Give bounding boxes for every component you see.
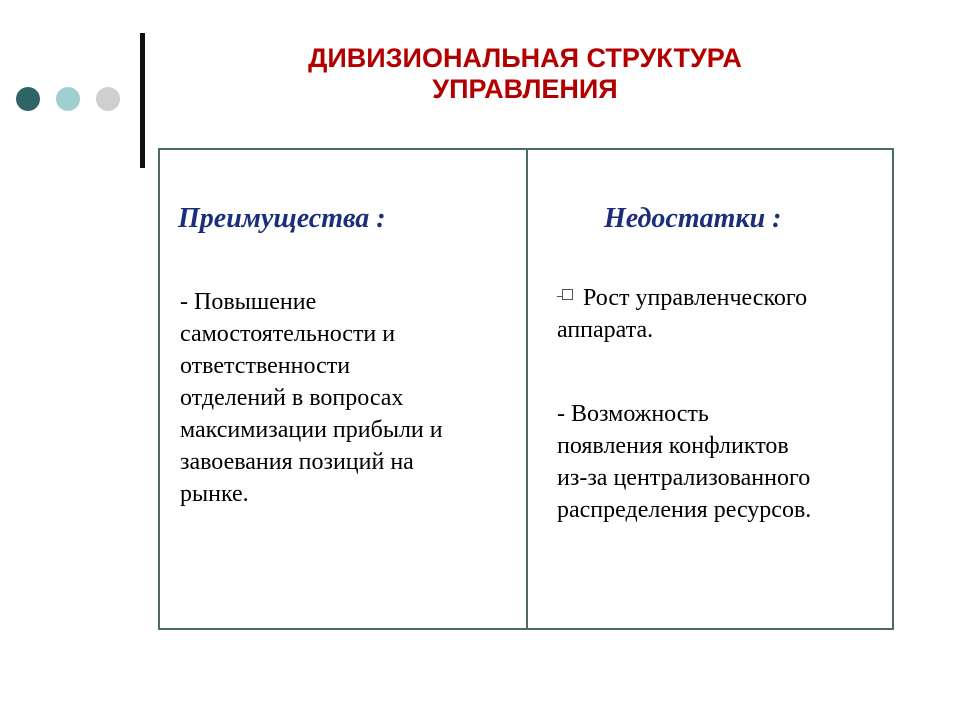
decor-dot-mid [56, 87, 80, 111]
dash-box-icon [557, 289, 573, 301]
disadvantages-heading: Недостатки : [604, 203, 782, 234]
advantages-text: - Повышение самостоятельности и ответственности отделений в вопросах максимизации прибыли и завоевания позиций на рынке. [180, 289, 443, 507]
decor-dot-light [96, 87, 120, 111]
disadvantage-item-2: - Возможность появления конфликтов из-за централизованного распределения ресурсов. [557, 401, 812, 523]
disadvantage-item-1-text: Рост управленческого аппарата. [557, 285, 808, 343]
slide-title-line-2: УПРАВЛЕНИЯ [432, 74, 618, 104]
advantages-heading: Преимущества : [178, 203, 386, 234]
decor-dot-dark [16, 87, 40, 111]
slide-title [200, 43, 850, 105]
slide-title-line-1: ДИВИЗИОНАЛЬНАЯ СТРУКТУРА [308, 43, 742, 73]
table-column-divider [526, 148, 528, 630]
disadvantage-item-1 [557, 282, 887, 346]
decor-vertical-bar [140, 33, 145, 168]
